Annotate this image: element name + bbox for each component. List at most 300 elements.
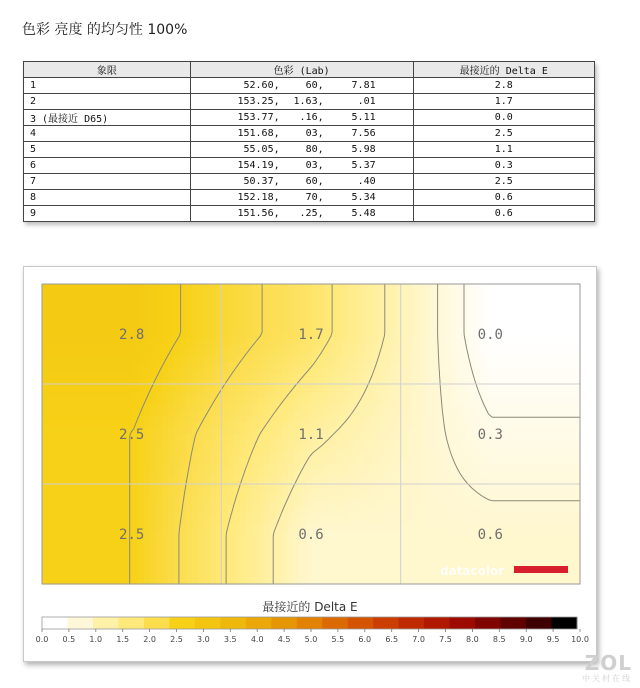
heat-cell	[270, 452, 277, 459]
heat-cell	[420, 308, 427, 315]
heat-cell	[132, 506, 139, 513]
heat-cell	[264, 548, 271, 555]
heat-cell	[132, 458, 139, 465]
heat-cell	[528, 362, 535, 369]
heat-cell	[324, 464, 331, 471]
scale-tick-label: 1.5	[116, 635, 130, 644]
heat-cell	[162, 416, 169, 423]
heat-cell	[504, 380, 511, 387]
heat-cell	[510, 338, 517, 345]
heat-cell	[288, 524, 295, 531]
heat-cell	[264, 446, 271, 453]
heat-cell	[96, 524, 103, 531]
heat-cell	[546, 560, 553, 567]
heat-cell	[312, 554, 319, 561]
heat-cell	[78, 296, 85, 303]
heat-cell	[462, 320, 469, 327]
heat-cell	[258, 494, 265, 501]
heat-cell	[306, 560, 313, 567]
scale-tick-label: 9.0	[519, 635, 533, 644]
heat-cell	[558, 446, 565, 453]
heat-cell	[204, 350, 211, 357]
heat-cell	[570, 524, 577, 531]
heat-cell	[402, 296, 409, 303]
heat-cell	[114, 320, 121, 327]
cell-quadrant: 2	[24, 94, 191, 110]
heat-cell	[498, 308, 505, 315]
heat-cell	[222, 554, 229, 561]
heat-cell	[54, 338, 61, 345]
heat-cell	[156, 302, 163, 309]
heat-cell	[558, 398, 565, 405]
heat-cell	[510, 392, 517, 399]
heat-cell	[156, 488, 163, 495]
heat-cell	[414, 332, 421, 339]
heat-cell	[426, 338, 433, 345]
heat-cell	[462, 446, 469, 453]
heat-cell	[342, 404, 349, 411]
heat-cell	[270, 398, 277, 405]
heat-cell	[492, 296, 499, 303]
heat-cell	[348, 344, 355, 351]
scale-tick-label: 0.0	[35, 635, 49, 644]
heat-cell	[114, 302, 121, 309]
heat-cell	[204, 386, 211, 393]
heat-cell	[378, 530, 385, 537]
heat-cell	[306, 500, 313, 507]
heat-cell	[144, 500, 151, 507]
heat-cell	[450, 494, 457, 501]
heat-cell	[114, 404, 121, 411]
heat-cell	[414, 476, 421, 483]
heat-cell	[150, 320, 157, 327]
heat-cell	[438, 434, 445, 441]
heat-cell	[54, 398, 61, 405]
heat-cell	[504, 434, 511, 441]
heat-cell	[96, 284, 103, 291]
heat-cell	[150, 428, 157, 435]
heat-cell	[84, 368, 91, 375]
heat-cell	[150, 350, 157, 357]
heat-cell	[228, 344, 235, 351]
heat-cell	[102, 458, 109, 465]
heat-cell	[138, 356, 145, 363]
heat-cell	[120, 392, 127, 399]
heat-cell	[378, 290, 385, 297]
scale-swatch	[424, 617, 450, 629]
heat-cell	[144, 518, 151, 525]
heat-cell	[540, 296, 547, 303]
heat-cell	[396, 476, 403, 483]
heat-cell	[282, 434, 289, 441]
heat-cell	[504, 428, 511, 435]
heat-cell	[90, 524, 97, 531]
heat-cell	[84, 464, 91, 471]
heat-cell	[540, 530, 547, 537]
heat-cell	[306, 470, 313, 477]
heat-cell	[540, 536, 547, 543]
heat-cell	[60, 290, 67, 297]
heat-cell	[486, 482, 493, 489]
heat-cell	[144, 326, 151, 333]
heat-cell	[234, 524, 241, 531]
heat-cell	[174, 554, 181, 561]
heat-cell	[522, 542, 529, 549]
heat-cell	[60, 416, 67, 423]
heat-cell	[414, 290, 421, 297]
heat-cell	[492, 374, 499, 381]
heat-cell	[96, 458, 103, 465]
heat-cell	[378, 458, 385, 465]
heat-cell	[510, 476, 517, 483]
heat-cell	[294, 500, 301, 507]
heat-cell	[342, 536, 349, 543]
heat-cell	[246, 476, 253, 483]
heat-cell	[444, 284, 451, 291]
heat-cell	[360, 374, 367, 381]
heat-cell	[72, 338, 79, 345]
heat-cell	[198, 314, 205, 321]
heat-cell	[558, 458, 565, 465]
heat-cell	[372, 332, 379, 339]
heat-cell	[240, 374, 247, 381]
heat-cell	[360, 554, 367, 561]
heat-cell	[120, 404, 127, 411]
heat-cell	[246, 296, 253, 303]
heat-cell	[462, 290, 469, 297]
heat-cell	[192, 572, 199, 579]
heat-cell	[516, 404, 523, 411]
heat-cell	[96, 290, 103, 297]
heat-cell	[480, 452, 487, 459]
heat-cell	[426, 566, 433, 573]
heat-cell	[234, 380, 241, 387]
heat-cell	[114, 572, 121, 579]
heat-cell	[282, 458, 289, 465]
heat-cell	[210, 416, 217, 423]
heat-cell	[366, 314, 373, 321]
heat-cell	[486, 350, 493, 357]
heat-cell	[438, 506, 445, 513]
heat-cell	[246, 440, 253, 447]
heat-cell	[552, 296, 559, 303]
heat-cell	[108, 314, 115, 321]
heat-cell	[558, 392, 565, 399]
heat-cell	[366, 500, 373, 507]
heat-cell	[408, 536, 415, 543]
heat-cell	[198, 464, 205, 471]
heat-cell	[66, 302, 73, 309]
heat-cell	[288, 470, 295, 477]
heat-cell	[552, 548, 559, 555]
heat-cell	[396, 566, 403, 573]
heat-cell	[258, 338, 265, 345]
heat-cell	[330, 416, 337, 423]
heat-cell	[354, 380, 361, 387]
heat-cell	[288, 314, 295, 321]
heat-cell	[552, 554, 559, 561]
heat-cell	[468, 524, 475, 531]
heat-cell	[480, 410, 487, 417]
heat-cell	[174, 344, 181, 351]
heat-cell	[438, 338, 445, 345]
cell-quadrant: 6	[24, 158, 191, 174]
heat-cell	[300, 476, 307, 483]
heat-cell	[438, 554, 445, 561]
heat-cell	[546, 494, 553, 501]
heat-cell	[378, 464, 385, 471]
heat-cell	[378, 482, 385, 489]
scale-swatch	[552, 617, 578, 629]
heat-cell	[72, 530, 79, 537]
heat-cell	[48, 500, 55, 507]
heat-cell	[474, 500, 481, 507]
heat-cell	[228, 284, 235, 291]
heat-cell	[300, 398, 307, 405]
heat-cell	[204, 320, 211, 327]
heat-cell	[90, 554, 97, 561]
heat-cell	[210, 314, 217, 321]
cell-lab	[190, 126, 413, 142]
heat-cell	[234, 536, 241, 543]
heat-cell	[366, 452, 373, 459]
heat-cell	[282, 566, 289, 573]
heat-cell	[372, 428, 379, 435]
heat-cell	[246, 428, 253, 435]
heat-cell	[90, 314, 97, 321]
heat-cell	[204, 332, 211, 339]
heat-cell	[474, 470, 481, 477]
page-title: 色彩 亮度 的均匀性 100%	[22, 22, 188, 38]
heat-cell	[144, 506, 151, 513]
heat-cell	[420, 374, 427, 381]
heat-cell	[564, 308, 571, 315]
heat-cell	[336, 392, 343, 399]
heat-cell	[282, 374, 289, 381]
heat-cell	[312, 314, 319, 321]
heat-cell	[396, 434, 403, 441]
heat-cell	[420, 560, 427, 567]
heat-cell	[366, 362, 373, 369]
heat-cell	[378, 554, 385, 561]
heat-cell	[366, 560, 373, 567]
heat-cell	[120, 452, 127, 459]
heat-cell	[366, 458, 373, 465]
heat-cell	[300, 482, 307, 489]
heat-cell	[324, 506, 331, 513]
heat-cell	[102, 518, 109, 525]
heat-cell	[72, 422, 79, 429]
heat-cell	[498, 446, 505, 453]
scale-tick-label: 3.5	[223, 635, 237, 644]
heat-cell	[84, 296, 91, 303]
heat-cell	[450, 290, 457, 297]
heat-cell	[90, 362, 97, 369]
heat-cell	[348, 308, 355, 315]
heat-cell	[360, 494, 367, 501]
heat-cell	[234, 338, 241, 345]
heat-cell	[354, 560, 361, 567]
heat-cell	[318, 416, 325, 423]
heat-cell	[156, 458, 163, 465]
heat-cell	[498, 548, 505, 555]
heat-cell	[546, 470, 553, 477]
heat-cell	[414, 308, 421, 315]
heat-cell	[276, 572, 283, 579]
heat-cell	[414, 326, 421, 333]
heat-cell	[246, 356, 253, 363]
heat-cell	[150, 560, 157, 567]
heat-cell	[468, 350, 475, 357]
heat-cell	[336, 362, 343, 369]
heat-cell	[468, 302, 475, 309]
heat-cell	[498, 302, 505, 309]
cell-lab-b: 5.37	[351, 160, 376, 171]
heat-cell	[366, 356, 373, 363]
heat-cell	[384, 368, 391, 375]
heat-cell	[366, 524, 373, 531]
heat-cell	[324, 350, 331, 357]
heat-cell	[300, 506, 307, 513]
heat-cell	[252, 464, 259, 471]
heat-cell	[228, 332, 235, 339]
heat-cell	[558, 338, 565, 345]
heat-cell	[288, 458, 295, 465]
heat-cell	[72, 524, 79, 531]
header-quadrant: 象限	[24, 62, 191, 78]
heat-cell	[444, 290, 451, 297]
heat-cell	[84, 470, 91, 477]
heat-cell	[270, 374, 277, 381]
heat-cell	[240, 308, 247, 315]
heat-cell	[78, 518, 85, 525]
heat-cell	[198, 470, 205, 477]
heat-cell	[168, 458, 175, 465]
heat-cell	[546, 356, 553, 363]
heat-cell	[258, 374, 265, 381]
heat-cell	[546, 374, 553, 381]
heat-cell	[522, 440, 529, 447]
heat-cell	[102, 362, 109, 369]
heat-cell	[204, 446, 211, 453]
heat-cell	[120, 344, 127, 351]
heat-cell	[360, 368, 367, 375]
heat-cell	[114, 470, 121, 477]
heat-cell	[396, 338, 403, 345]
heat-cell	[432, 572, 439, 579]
heat-cell	[498, 314, 505, 321]
heat-cell	[264, 536, 271, 543]
heat-cell	[504, 422, 511, 429]
heat-cell	[144, 536, 151, 543]
heat-cell	[288, 296, 295, 303]
heat-cell	[240, 494, 247, 501]
heat-cell	[480, 296, 487, 303]
heat-cell	[114, 518, 121, 525]
heat-cell	[408, 302, 415, 309]
cell-value-label: 2.8	[119, 327, 145, 343]
heat-cell	[48, 476, 55, 483]
heat-cell	[540, 470, 547, 477]
heat-cell	[474, 464, 481, 471]
heat-cell	[312, 344, 319, 351]
heat-cell	[252, 482, 259, 489]
heat-cell	[168, 410, 175, 417]
heat-cell	[384, 386, 391, 393]
heat-cell	[558, 284, 565, 291]
heat-cell	[252, 536, 259, 543]
heat-cell	[288, 326, 295, 333]
heat-cell	[420, 530, 427, 537]
heat-cell	[324, 290, 331, 297]
heat-cell	[234, 398, 241, 405]
heat-cell	[378, 434, 385, 441]
heat-cell	[420, 428, 427, 435]
heat-cell	[48, 452, 55, 459]
heat-cell	[360, 512, 367, 519]
heat-cell	[342, 386, 349, 393]
heat-cell	[180, 338, 187, 345]
heat-cell	[162, 434, 169, 441]
heat-cell	[426, 302, 433, 309]
heat-cell	[246, 518, 253, 525]
heat-cell	[534, 422, 541, 429]
heat-cell	[192, 308, 199, 315]
heat-cell	[270, 362, 277, 369]
heat-cell	[348, 506, 355, 513]
heat-cell	[456, 350, 463, 357]
heat-cell	[174, 536, 181, 543]
heat-cell	[102, 314, 109, 321]
heat-cell	[138, 452, 145, 459]
heat-cell	[504, 302, 511, 309]
heat-cell	[222, 440, 229, 447]
heat-cell	[132, 452, 139, 459]
heat-cell	[48, 506, 55, 513]
heat-cell	[234, 416, 241, 423]
heat-cell	[90, 326, 97, 333]
heat-cell	[336, 572, 343, 579]
heat-cell	[522, 338, 529, 345]
heat-cell	[420, 368, 427, 375]
heat-cell	[252, 314, 259, 321]
scale-swatch	[93, 617, 119, 629]
heat-cell	[444, 326, 451, 333]
heat-cell	[492, 470, 499, 477]
heat-cell	[96, 326, 103, 333]
cell-lab-a: 80,	[305, 144, 324, 155]
heat-cell	[360, 452, 367, 459]
heat-cell	[558, 512, 565, 519]
heat-cell	[552, 404, 559, 411]
heat-cell	[516, 452, 523, 459]
heat-cell	[570, 338, 577, 345]
heat-cell	[234, 428, 241, 435]
heat-cell	[546, 350, 553, 357]
cell-lab-a: 70,	[305, 192, 324, 203]
heat-cell	[108, 464, 115, 471]
heat-cell	[348, 566, 355, 573]
heat-cell	[120, 572, 127, 579]
heat-cell	[348, 476, 355, 483]
heat-cell	[156, 506, 163, 513]
heat-cell	[456, 524, 463, 531]
heat-cell	[276, 446, 283, 453]
heat-cell	[264, 296, 271, 303]
cell-lab	[190, 94, 413, 110]
heat-cell	[48, 458, 55, 465]
heat-cell	[348, 542, 355, 549]
